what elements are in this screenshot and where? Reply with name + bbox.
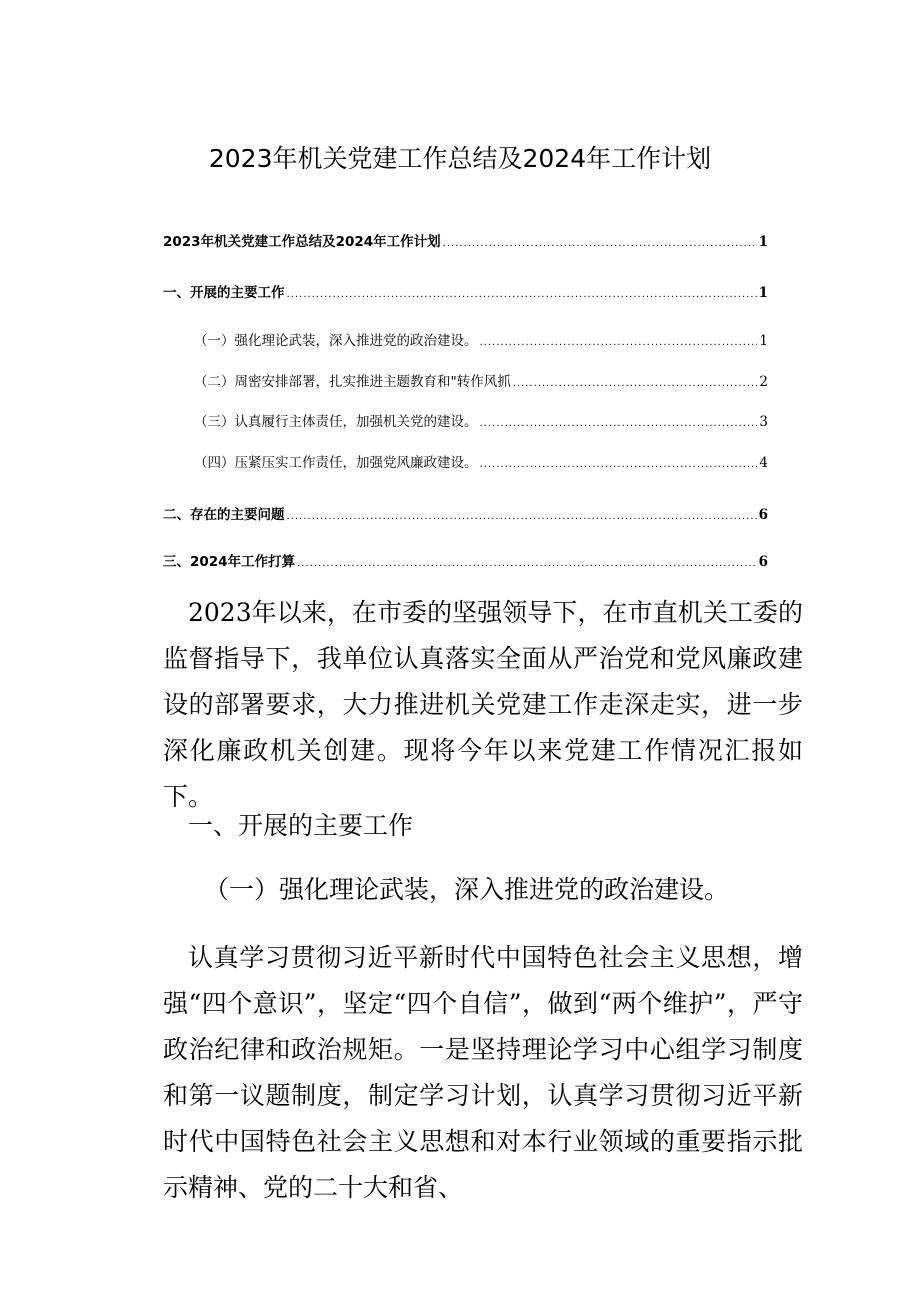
body-paragraph: 认真学习贯彻习近平新时代中国特色社会主义思想，增强“四个意识”，坚定“四个自信”，做到“两个维护”，严守政治纪律和政治规矩。一是坚持理论学习中心组学习制度和第一议题制度，制定学习计划，认真学习贯彻习近平新时代中国特色社会主义思想和对本行业领域的重要指示批示精神、党的二十大和省、 [163,943,803,1202]
toc-entry-text: （一）强化理论武装，深入推进党的政治建设。 [194,333,478,349]
toc-leader-dots [287,508,757,526]
toc-leader-dots [480,415,758,433]
toc-entry-text: 2023年机关党建工作总结及2024年工作计划 [163,234,441,250]
toc-entry[interactable] [163,233,768,253]
document-title: 2023年机关党建工作总结及2024年工作计划 [208,144,712,173]
toc-entry[interactable] [194,413,768,433]
toc-entry-text: （四）压紧压实工作责任，加强党风廉政建设。 [194,455,478,471]
toc-page-number: 1 [758,234,768,250]
toc-page-number: 1 [758,285,768,301]
intro-paragraph: 2023年以来，在市委的坚强领导下，在市直机关工委的监督指导下，我单位认真落实全面从严治党和党风廉政建设的部署要求，大力推进机关党建工作走深走实，进一步深化廉政机关创建。现将今年以来党建工作情况汇报如下。 [163,598,803,811]
toc-page-number: 3 [759,414,768,430]
toc-leader-dots [443,235,757,253]
subsection-heading: （一）强化理论武装，深入推进党的政治建设。 [204,875,730,904]
intro-section [163,590,803,820]
toc-entry-text: 二、存在的主要问题 [163,507,285,523]
toc-page-number: 4 [759,455,768,471]
toc-page-number: 6 [758,507,768,523]
toc-entry[interactable] [163,284,768,304]
toc-entry[interactable] [194,332,768,352]
toc-leader-dots [297,555,757,573]
toc-page-number: 2 [759,374,768,390]
toc-entry-text: （二）周密安排部署，扎实推进主题教育和"转作风抓 [194,374,511,390]
toc-entry-text: （三）认真履行主体责任，加强机关党的建设。 [194,414,478,430]
toc-entry-text: 一、开展的主要工作 [163,285,285,301]
toc-page-number: 1 [759,333,768,349]
toc-entry[interactable] [163,506,768,526]
toc-entry[interactable] [163,553,768,573]
toc-leader-dots [287,286,757,304]
toc-leader-dots [480,456,758,474]
toc-leader-dots [480,334,758,352]
toc-page-number: 6 [758,554,768,570]
toc-entry[interactable] [194,373,768,393]
body-section [163,935,803,1211]
toc-entry[interactable] [194,454,768,474]
section-heading: 一、开展的主要工作 [188,811,414,840]
toc-entry-text: 三、2024年工作打算 [163,554,296,570]
toc-leader-dots [513,375,758,393]
